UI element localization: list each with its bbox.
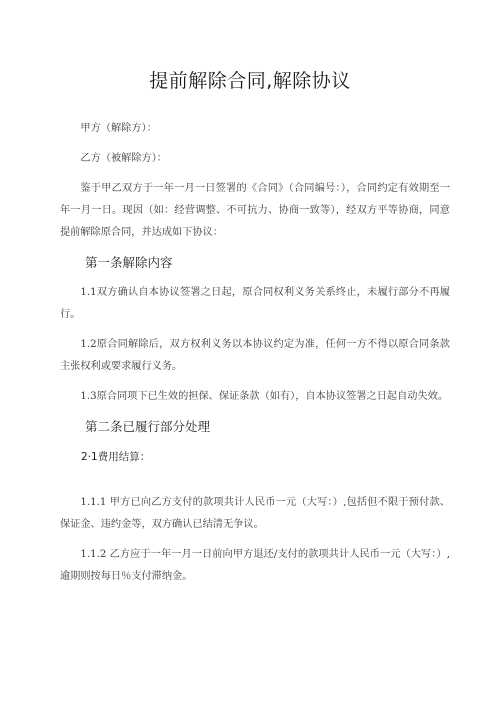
subsection-2-1-heading: 2·1费用结算： (81, 451, 151, 463)
party-b-line: 乙方（被解除方）： (80, 153, 167, 164)
preamble-paragraph: 鉴于甲乙双方于一年一月一日签署的《合同》（合同编号：），合同约定有效期至一年一月一日。现因（如：经营调整、不可抗力、协商一致等），经双方平等协商，同意提前解除原合同，并达成如下协议： (60, 183, 450, 238)
clause-1-3: 1.3原合同项下已生效的担保、保证条款（如有），自本协议签署之日起自动失效。 (80, 391, 449, 402)
clause-1-2: 1.2原合同解除后，双方权利义务以本协议约定为准，任何一方不得以原合同条款主张权利或要求履行义务。 (60, 339, 450, 372)
section-1-heading: 第一条解除内容 (85, 255, 173, 270)
section-2-heading: 第二条已履行部分处理 (85, 419, 211, 434)
clause-1-1-1: 1.1.1 甲方已向乙方支付的款项共计人民币一元（大写：）,包括但不限于预付款、保证金、违约金等，双方确认已结清无争议。 (60, 497, 450, 530)
document-title: 提前解除合同,解除协议 (149, 70, 351, 92)
party-a-line: 甲方（解除方）： (80, 123, 157, 134)
spacer (60, 478, 450, 492)
clause-1-1-2: 1.1.2 乙方应于一年一月一日前向甲方退还/支付的款项共计人民币一元（大写：）,逾期则按每日％支付滞纳金。 (60, 549, 450, 582)
document-body (60, 118, 450, 596)
clause-1-1: 1.1双方确认自本协议签署之日起，原合同权利义务关系终止，未履行部分不再履行。 (60, 287, 450, 320)
